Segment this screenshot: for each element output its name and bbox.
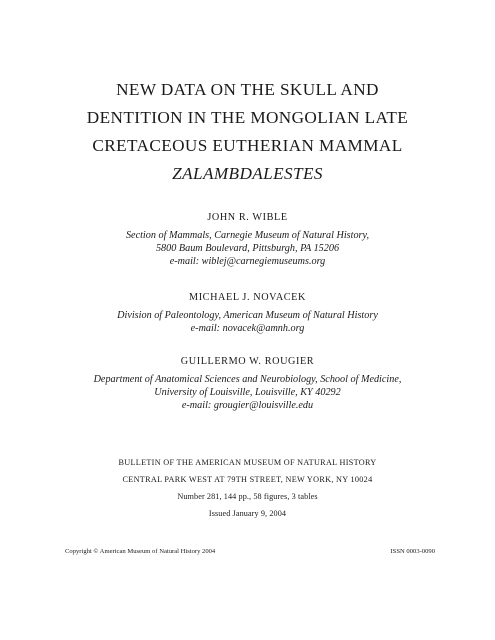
- bulletin-issued: Issued January 9, 2004: [208, 509, 287, 518]
- title-line-2: DENTITION IN THE MONGOLIAN LATE: [86, 108, 409, 127]
- author-novacek: [0, 291, 495, 335]
- title-genus-name: ZALAMBDALESTES: [172, 164, 323, 183]
- affiliation-line: Department of Anatomical Sciences and Neurobiology, School of Medicine,: [93, 374, 402, 385]
- author-name: MICHAEL J. NOVACEK: [189, 292, 306, 303]
- title-line-1: NEW DATA ON THE SKULL AND: [116, 80, 379, 99]
- affiliation-line: Section of Mammals, Carnegie Museum of Natural History,: [125, 230, 370, 241]
- author-name: GUILLERMO W. ROUGIER: [180, 356, 315, 367]
- bulletin-info: [0, 457, 495, 525]
- affiliation-line: Division of Paleontology, American Museum of Natural History: [117, 310, 378, 321]
- affiliation-email: e-mail: novacek@amnh.org: [190, 323, 305, 335]
- author-name: JOHN R. WIBLE: [207, 212, 288, 223]
- title-line-3: CRETACEOUS EUTHERIAN MAMMAL: [92, 136, 403, 155]
- bulletin-number: Number 281, 144 pp., 58 figures, 3 tables: [177, 492, 318, 501]
- affiliation-line: 5800 Baum Boulevard, Pittsburgh, PA 15206: [155, 243, 340, 255]
- affiliation-line: University of Louisville, Louisville, KY 40292: [154, 387, 341, 399]
- issn-number: ISSN 0003-0090: [390, 548, 435, 555]
- bulletin-address: CENTRAL PARK WEST AT 79TH STREET, NEW YORK, NY 10024: [122, 475, 373, 484]
- copyright-notice: Copyright © American Museum of Natural History 2004: [65, 548, 216, 555]
- article-title: [0, 76, 495, 188]
- affiliation-email: e-mail: wiblej@carnegiemuseums.org: [169, 256, 326, 268]
- author-rougier: [0, 355, 495, 413]
- affiliation-email: e-mail: grougier@louisville.edu: [181, 400, 314, 412]
- bulletin-series: BULLETIN OF THE AMERICAN MUSEUM OF NATURAL HISTORY: [118, 458, 377, 467]
- author-wible: [0, 211, 495, 269]
